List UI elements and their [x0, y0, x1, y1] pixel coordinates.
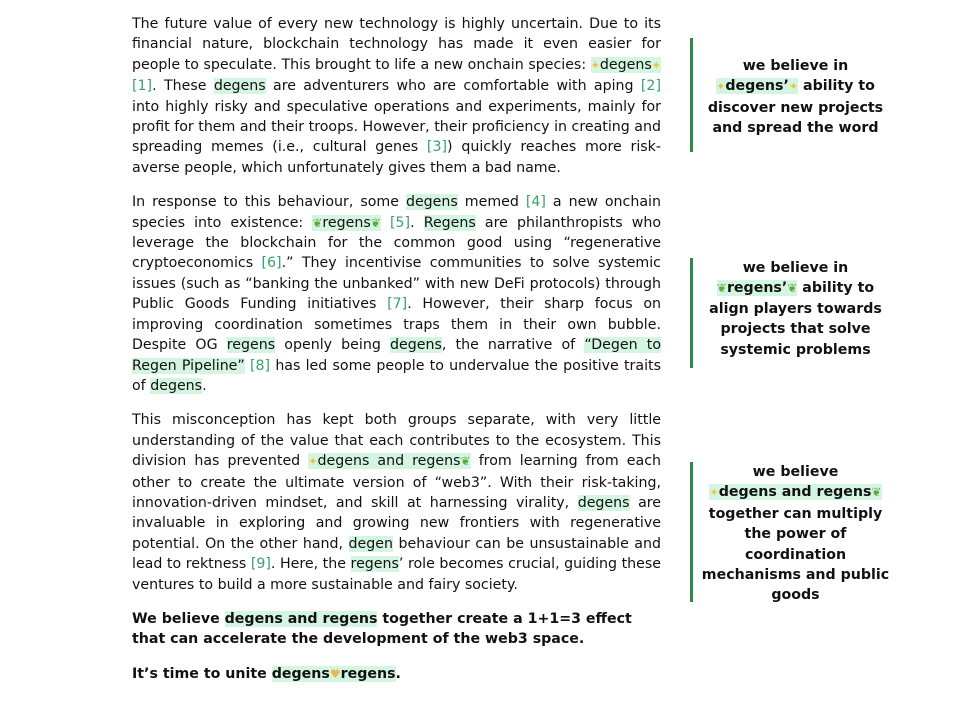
text: .: [395, 665, 401, 682]
text: In response to this behaviour, some: [132, 194, 399, 211]
term-both: degens and regens: [224, 610, 378, 627]
sparkle-icon: ✦: [788, 80, 799, 94]
term-degens: degens: [405, 194, 458, 211]
text: .: [410, 214, 415, 231]
text: are adventurers who are comfortable with aping: [273, 78, 634, 95]
term-degens: degens: [213, 78, 266, 95]
sprout-icon: ❦: [787, 281, 798, 296]
text: together create a 1+1=3 effect that can accelerate the development of the web3 space.: [132, 610, 632, 648]
sparkle-icon: ✦: [716, 80, 726, 94]
text: , the narrative of: [441, 337, 576, 354]
text: . These: [152, 78, 207, 95]
term-regens: regens: [340, 665, 396, 682]
callout-text: together can multiply the power of coordination mechanisms and public goods: [701, 505, 890, 604]
paragraph-4: [132, 609, 661, 650]
term-regens: regens’: [726, 280, 788, 297]
text: are philanthropists who leverage the blockchain for the common good using “regenerative cryptoeconomics: [132, 214, 661, 272]
callout-line: [701, 278, 890, 360]
text: .” They incentivise communities to solve systemic issues (such as “banking the unbanked” with new DeFi protocols) through Public Goods Funding initiatives: [132, 255, 661, 313]
text: We believe: [132, 610, 220, 627]
term-degens: degens’: [725, 78, 789, 95]
sparkle-icon: ✦: [709, 486, 719, 500]
text: memed: [464, 194, 519, 211]
callout-degens: [690, 38, 890, 152]
text: from learning from each other to create the ultimate version of “web3”. With their risk-taking, innovation-driven mindset, and skill at harnessing virality,: [132, 453, 662, 511]
term-regens: Regens: [423, 214, 476, 231]
text: . However, their sharp focus on improving coordination sometimes traps them in their own bubble. Despite OG: [132, 296, 661, 354]
text: The future value of every new technology is highly uncertain. Due to its financial nature, blockchain technology has made it even easier for people to speculate. This brought to life a new onchain species:: [132, 16, 661, 73]
text: into highly risky and speculative operations and experiments, mainly for profit for them and their troops. However, their proficiency in creating and spreading memes (i.e., cultural genes: [132, 98, 661, 156]
text: .: [202, 377, 207, 394]
text: openly being: [284, 337, 381, 354]
sparkle-icon: ✦: [590, 58, 600, 72]
reference-link[interactable]: [9]: [250, 556, 271, 573]
sprout-icon: ❦: [716, 281, 727, 296]
paragraph-2: [132, 192, 661, 396]
term-both: degens and regens: [718, 484, 872, 501]
unite-highlight: [272, 666, 396, 682]
callout-line: we believe in: [742, 260, 849, 276]
reference-link[interactable]: [7]: [387, 296, 408, 313]
text: ’ role becomes crucial, guiding these ventures to build a more sustainable and fairy society.: [132, 556, 662, 593]
callout-highlight: [717, 280, 797, 296]
callout-line: we believe in: [742, 58, 849, 74]
both-highlight: [308, 453, 470, 469]
callout-text: ability to discover new projects and spread the word: [707, 78, 884, 137]
reference-link[interactable]: [4]: [525, 194, 546, 211]
heart-icon: ♥: [329, 666, 341, 681]
callout-line: we believe: [752, 464, 839, 480]
reference-link[interactable]: [3]: [426, 139, 448, 156]
term-pipeline: “Degen to Regen Pipeline”: [132, 337, 662, 374]
callout-highlight: [716, 78, 798, 94]
term-degens: degens: [577, 494, 630, 511]
term-degens: degens: [599, 56, 652, 73]
paragraph-5: [132, 664, 661, 684]
reference-link[interactable]: [8]: [249, 357, 271, 374]
sprout-icon: ❦: [460, 454, 471, 469]
regens-highlight: [312, 215, 381, 231]
term-degen: degen: [348, 535, 394, 552]
text: ) quickly reaches more risk-averse people, which unfortunately gives them a bad name.: [132, 139, 662, 176]
text: has led some people to undervalue the positive traits of: [132, 357, 661, 394]
text: This misconception has kept both groups separate, with very little understanding of the value that each contributes to the ecosystem. This division has prevented: [132, 412, 661, 470]
text: a new onchain species into existence:: [132, 194, 661, 231]
term-regens: regens: [226, 337, 276, 354]
term-both: degens and regens: [317, 453, 461, 470]
term-degens: degens: [271, 665, 330, 682]
sprout-icon: ❦: [871, 485, 882, 500]
callout-regens: [690, 258, 890, 368]
paragraph-1: [132, 14, 661, 178]
paragraph-3: [132, 410, 661, 595]
callout-both: [690, 462, 890, 602]
text: behaviour can be unsustainable and lead to rektness: [132, 535, 661, 573]
term-regens: regens: [322, 214, 371, 231]
reference-link[interactable]: [6]: [261, 255, 282, 272]
sprout-icon: ❦: [370, 215, 381, 230]
sparkle-icon: ✦: [308, 455, 318, 469]
reference-link[interactable]: [1]: [132, 78, 153, 95]
reference-link[interactable]: [2]: [640, 78, 661, 95]
text: are invaluable in exploring and growing new frontiers with regenerative potential. On the other hand,: [132, 494, 662, 552]
degens-highlight: [591, 57, 661, 73]
text: . Here, the: [270, 556, 346, 573]
callout-line: [701, 76, 890, 138]
sprout-icon: ❦: [312, 215, 323, 230]
term-regens: regens: [350, 556, 399, 573]
article-body: [132, 14, 661, 698]
callout-line: [701, 482, 890, 605]
term-degens: degens: [150, 377, 203, 394]
term-degens: degens: [390, 337, 442, 354]
reference-link[interactable]: [5]: [389, 214, 411, 231]
callout-text: ability to align players towards projects that solve systemic problems: [709, 280, 882, 358]
callout-highlight: [709, 484, 881, 500]
text: It’s time to unite: [132, 665, 267, 682]
sparkle-icon: ✦: [651, 58, 661, 72]
